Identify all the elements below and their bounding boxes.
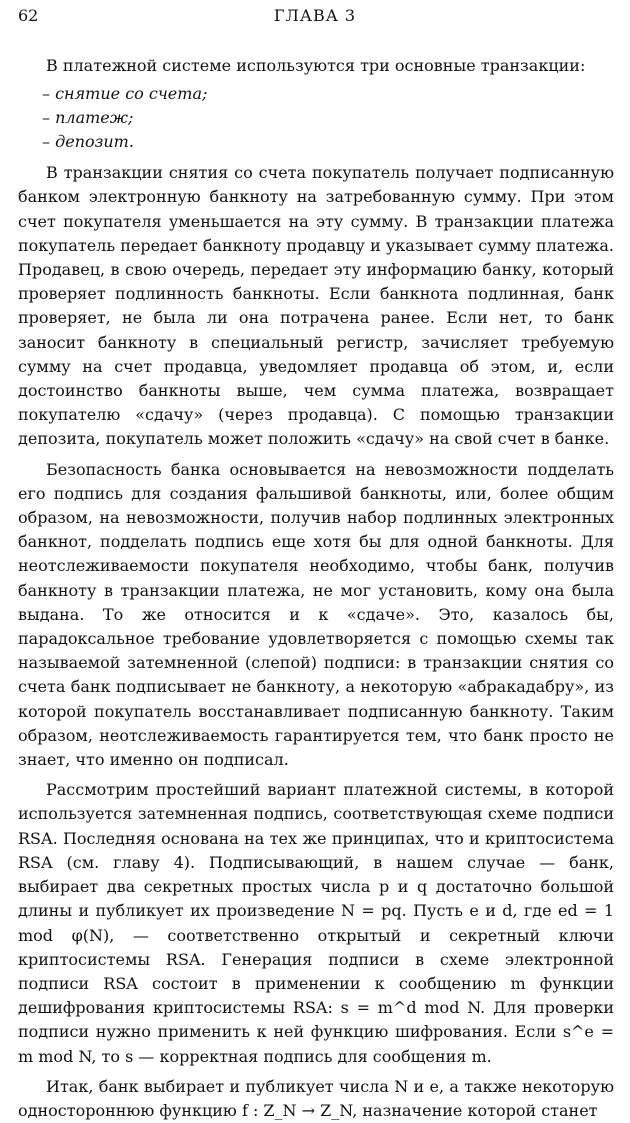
page-body (18, 54, 614, 1123)
list-item: – снятие со счета; (42, 84, 208, 104)
list-item: – депозит. (42, 132, 134, 152)
transaction-list (18, 82, 614, 154)
page-header (18, 4, 612, 28)
paragraph-withdrawal: В транзакции снятия со счета покупатель получает подписанную банком электронную банкноту на затребованную сумму. При этом счет покупателя уменьшается на эту сумму. В транзакции платежа покупатель передает банкноту продавцу и указывает сумму платежа. Продавец, в свою очередь, передает эту информацию банку, который проверяет подлинность банкноты. Если банкнота подлинная, банк проверяет, не была ли она потрачена ранее. Если нет, то банк заносит банкноту в специальный регистр, зачисляет требуемую сумму на счет продавца, уведомляет продавца об этом, и, если достоинство банкноты выше, чем сумма платежа, возвращает покупателю «сдачу» (через продавца). С помощью транзакции депозита, покупатель может положить «сдачу» на свой счет в банке. (18, 163, 614, 449)
chapter-title: ГЛАВА 3 (273, 6, 357, 25)
list-item: – платеж; (42, 108, 134, 128)
paragraph-bank-publishes: Итак, банк выбирает и публикует числа N и e, а также некоторую одностороннюю функцию f : Z_N → Z_N, назначение которой станет (18, 1076, 614, 1120)
paragraph-rsa: Рассмотрим простейший вариант платежной системы, в которой используется затемненная подпись, соответствующая схеме подписи RSA. Последняя основана на тех же принципах, что и криптосистема RSA (см. главу 4). Подписывающий, в нашем случае — банк, выбирает два секретных простых числа p и q достаточно большой длины и публикует их произведение N = pq. Пусть e и d, где ed = 1 mod φ(N), — соответственно открытый и секретный ключи криптосистемы RSA. Генерация подписи в схеме электронной подписи RSA состоит в применении к сообщению m функции дешифрования криптосистемы RSA: s = m^d mod N. Для проверки подписи нужно применить к ней функцию шифрования. Если s^e = m mod N, то s — корректная подпись для сообщения m. (18, 780, 614, 1066)
intro-text: В платежной системе используются три основные транзакции: (46, 56, 586, 75)
page-number: 62 (18, 6, 39, 25)
paragraph-security: Безопасность банка основывается на невозможности подделать его подпись для создания фальшивой банкноты, или, более общим образом, на невозможности, получив набор подлинных электронных банкнот, подделать подпись еще хотя бы для одной банкноты. Для неотслеживаемости покупателя необходимо, чтобы банк, получив банкноту в транзакции платежа, не мог установить, кому она была выдана. То же относится и к «сдаче». Это, казалось бы, парадоксальное требование удовлетворяется с помощью схемы так называемой затемненной (слепой) подписи: в транзакции снятия со счета банк подписывает не банкноту, а некоторую «абракадабру», из которой покупатель восстанавливает подписанную банкноту. Таким образом, неотслеживаемость гарантируется тем, что банк просто не знает, что именно он подписал. (18, 459, 614, 770)
